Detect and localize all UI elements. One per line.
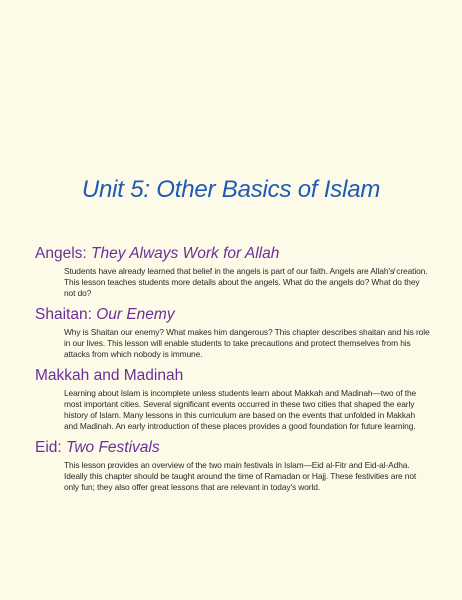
lesson-title-sub: They Always Work for Allah	[91, 245, 280, 262]
lesson-title-main: Shaitan:	[35, 306, 97, 323]
lesson-title-main: Angels:	[35, 245, 92, 262]
lesson-title-main: Eid:	[35, 439, 67, 456]
lesson-title	[35, 245, 430, 263]
lesson-description: Learning about Islam is incomplete unless students learn about Makkah and Madinah—two of the most important cities. Several significant events occurred in these two cities that shaped the early history of Islam. Many lessons in this curriculum are based on the events that unfolded in Makkah and Madinah. An early introduction of these places provides a good foundation for future learning.	[64, 388, 417, 431]
lesson-angels	[35, 245, 430, 299]
lesson-description: This lesson provides an overview of the two main festivals in Islam—Eid al-Fitr and Eid-al-Adha. Ideally this chapter should be taught around the time of Ramadan or Hajj. These festivities are not only fun; they also offer great lessons that are relevant in today's world.	[64, 460, 417, 492]
lesson-title	[35, 306, 430, 324]
lesson-title	[35, 367, 430, 385]
lesson-title-main: Makkah and Madinah	[35, 367, 184, 384]
lesson-title-sub: Our Enemy	[96, 306, 175, 323]
lesson-eid	[35, 439, 430, 493]
unit-title: Unit 5: Other Basics of Islam	[81, 176, 381, 203]
lesson-list	[35, 245, 430, 500]
lesson-title-sub: Two Festivals	[66, 439, 160, 456]
lesson-description: Why is Shaitan our enemy? What makes him dangerous? This chapter describes shaitan and his role in our lives. This lesson will enable students to take precautions and protect themselves from his attacks from which nobody is immune.	[64, 327, 430, 359]
lesson-title	[35, 439, 430, 457]
lesson-makkah-madinah	[35, 367, 430, 432]
lesson-shaitan	[35, 306, 430, 360]
lesson-description: Students have already learned that belief in the angels is part of our faith. Angels are Allah's̸ creation. This lesson teaches students more details about the angels. What do the angels do? What do they not do?	[64, 266, 428, 298]
